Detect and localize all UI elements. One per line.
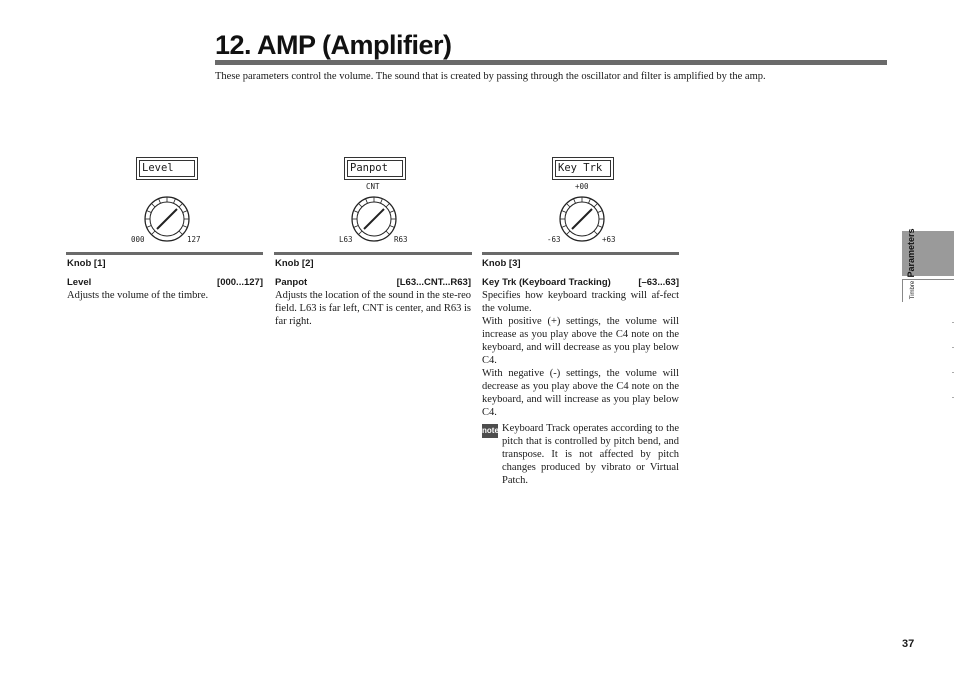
param-row — [482, 277, 679, 289]
knob-max-label: +63 — [602, 235, 616, 244]
column-rule — [482, 252, 679, 255]
knob-center-label: CNT — [366, 182, 380, 191]
knob-heading: Knob [1] — [67, 258, 106, 269]
level-knob-icon — [143, 195, 191, 243]
knob-min-label: 000 — [131, 235, 145, 244]
intro-text: These parameters control the volume. The sound that is created by passing through the oscillator and filter is amplified by the amp. — [215, 71, 766, 82]
key-trk-knob-icon — [558, 195, 606, 243]
param-range: [000...127] — [217, 277, 263, 288]
lcd-display-panpot — [344, 157, 406, 180]
lcd-display-text: Panpot — [347, 160, 403, 177]
section-tab-text: Parameters — [906, 228, 916, 278]
param-description — [67, 289, 263, 302]
param-description — [482, 289, 679, 419]
description-paragraph: Adjusts the volume of the timbre. — [67, 290, 209, 301]
page-title: 12. AMP (Amplifier) — [215, 30, 452, 60]
subsection-tab — [902, 279, 954, 302]
description-paragraph: With negative (-) settings, the volume will decrease as you play above the C4 note on the keyboard, and will increase as you play below C4. — [482, 368, 679, 418]
panpot-knob-icon — [350, 195, 398, 243]
note-text: Keyboard Track operates according to the pitch that is controlled by pitch bend, and transpose. It is not affected by pitch changes produced by vibrato or Virtual Patch. — [502, 423, 679, 486]
param-name: Level — [67, 277, 92, 288]
description-paragraph: With positive (+) settings, the volume will increase as you play above the C4 note on the keyboard, and will decrease as you play below C4. — [482, 316, 679, 366]
knob-center-label: +00 — [575, 182, 589, 191]
param-description — [275, 289, 471, 328]
column-rule — [66, 252, 263, 255]
column-rule — [274, 252, 472, 255]
section-tab-label — [903, 228, 919, 278]
description-paragraph: Specifies how keyboard tracking will af-fect the volume. — [482, 290, 679, 314]
param-row — [67, 277, 263, 289]
param-name: Key Trk (Keyboard Tracking) — [482, 277, 611, 288]
knob-max-label: R63 — [394, 235, 408, 244]
note-icon: note — [482, 424, 498, 438]
knob-heading: Knob [3] — [482, 258, 521, 269]
lcd-display-level — [136, 157, 198, 180]
knob-max-label: 127 — [187, 235, 201, 244]
param-range: [–63...63] — [638, 277, 679, 288]
param-row — [275, 277, 471, 289]
lcd-display-key-trk — [552, 157, 614, 180]
knob-min-label: L63 — [339, 235, 353, 244]
page-number: 37 — [902, 638, 915, 650]
knob-heading: Knob [2] — [275, 258, 314, 269]
lcd-display-text: Key Trk — [555, 160, 611, 177]
description-paragraph: Adjusts the location of the sound in the ste-reo field. L63 is far left, CNT is center, and R63 is far right. — [275, 290, 471, 327]
subsection-tab-text: Timbre — [910, 280, 916, 300]
param-name: Panpot — [275, 277, 308, 288]
knob-min-label: -63 — [547, 235, 561, 244]
lcd-display-text: Level — [139, 160, 195, 177]
param-range: [L63...CNT...R63] — [396, 277, 471, 288]
title-rule — [215, 60, 887, 65]
